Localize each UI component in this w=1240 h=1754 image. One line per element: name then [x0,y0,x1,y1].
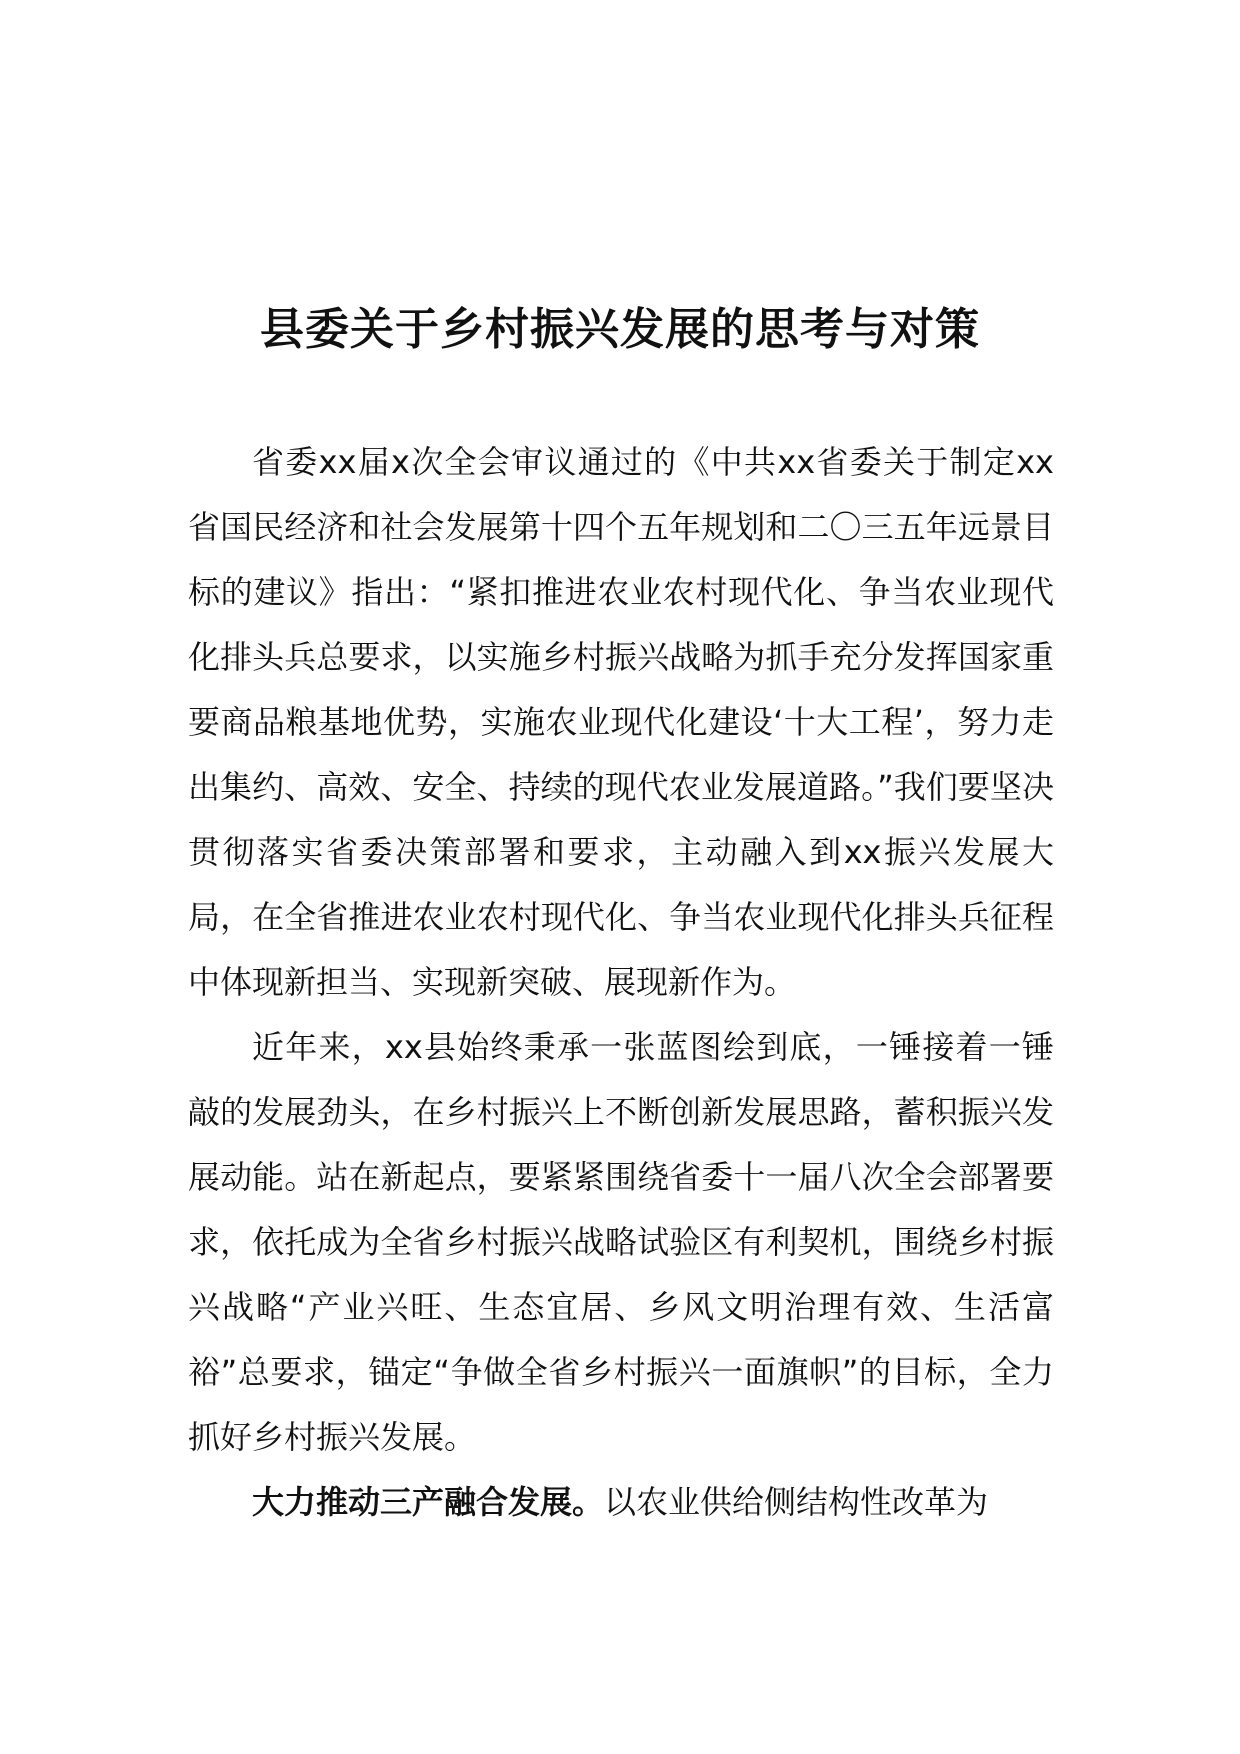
paragraph-3 [188,1470,1054,1535]
paragraph-text: 近年来，xx县始终秉承一张蓝图绘到底，一锤接着一锤敲的发展劲头，在乡村振兴上不断创新发展思路，蓄积振兴发展动能。站在新起点，要紧紧围绕省委十一届八次全会部署要求，依托成为全省乡村振兴战略试验区有利契机，围绕乡村振兴战略“产业兴旺、生态宜居、乡风文明治理有效、生活富裕”总要求，锚定“争做全省乡村振兴一面旗帜”的目标，全力抓好乡村振兴发展。 [188,1028,1054,1456]
paragraph-lead: 大力推动三产融合发展。 [252,1483,605,1521]
document-title: 县委关于乡村振兴发展的思考与对策 [260,304,980,355]
paragraph-1 [188,430,1054,1015]
paragraph-2 [188,1015,1054,1470]
document-body [188,430,1054,1535]
paragraph-text: 省委xx届x次全会审议通过的《中共xx省委关于制定xx省国民经济和社会发展第十四个五年规划和二〇三五年远景目标的建议》指出：“紧扣推进农业农村现代化、争当农业现代化排头兵总要求，以实施乡村振兴战略为抓手充分发挥国家重要商品粮基地优势，实施农业现代化建设‘十大工程’，努力走出集约、高效、安全、持续的现代农业发展道路。”我们要坚决贯彻落实省委决策部署和要求，主动融入到xx振兴发展大局，在全省推进农业农村现代化、争当农业现代化排头兵征程中体现新担当、实现新突破、展现新作为。 [188,443,1054,1001]
paragraph-text: 以农业供给侧结构性改革为 [604,1483,989,1521]
